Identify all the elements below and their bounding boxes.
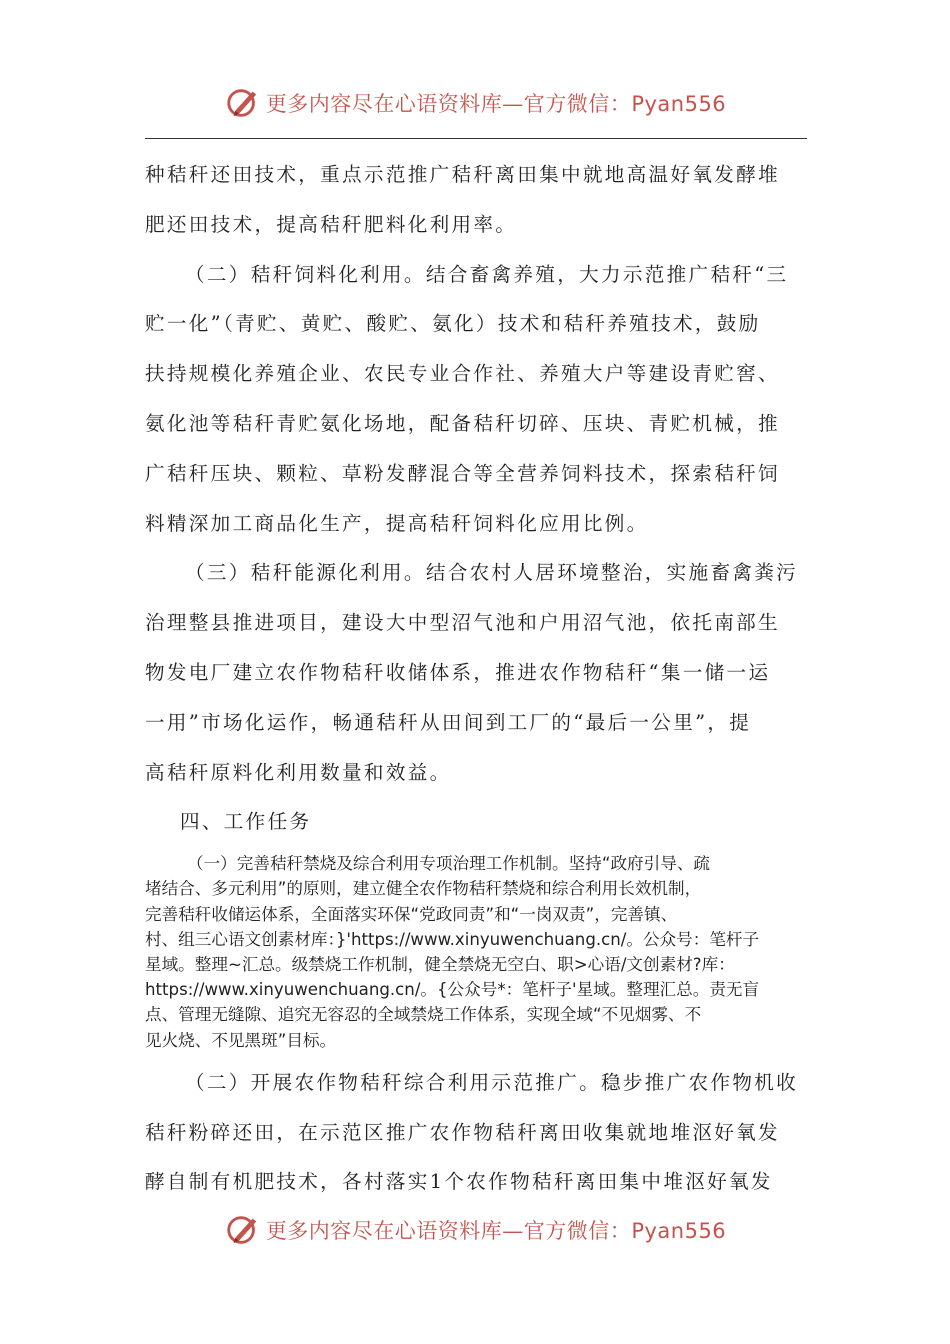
paragraph-2-line-1: （二）秸秆饲料化利用。结合畜禽养殖，大力示范推广秸秆“三 (185, 262, 789, 286)
paragraph-3-line-3: 物发电厂建立农作物秸秆收储体系，推进农作物秸秆“集一储一运 (145, 660, 771, 684)
wechat-id: Pyan556 (631, 1219, 727, 1243)
header-banner (0, 83, 950, 123)
paragraph-2-line-4: 氨化池等秸秆青贮氨化场地，配备秸秆切碎、压块、青贮机械，推 (145, 411, 780, 435)
dense-line-6: https://www.xinyuwenchuang.cn/。{公众号*：笔杆子'星域。整理汇总。责无盲 (145, 980, 760, 1000)
paragraph-2-line-2: 贮一化”（青贮、黄贮、酸贮、氨化）技术和秸秆养殖技术，鼓励 (145, 312, 761, 336)
document-body (145, 150, 810, 1207)
dense-line-4: 村、组三心语文创素材库：}'https://www.xinyuwenchuang.cn/。公众号：笔杆子 (145, 929, 760, 949)
paragraph-2-line-3: 扶持规模化养殖企业、农民专业合作社、养殖大户等建设青贮窖、 (145, 362, 780, 386)
section-heading: 四、工作任务 (180, 810, 312, 834)
banner-text: 更多内容尽在心语资料库—官方微信：Pyan556 (265, 1219, 727, 1243)
dense-line-1: （一）完善秸秆禁烧及综合利用专项治理工作机制。坚持“政府引导、疏 (187, 854, 711, 874)
header-divider (145, 138, 807, 139)
dense-line-5: 星域。整理~汇总。级禁烧工作机制，健全禁烧无空白、职>心语/文创素材?库： (145, 954, 735, 974)
paragraph-4-line-1: （二）开展农作物秸秆综合利用示范推广。稳步推广农作物机收 (185, 1070, 799, 1094)
paragraph-3-line-5: 高秸秆原料化利用数量和效益。 (145, 760, 452, 784)
paragraph-2-line-6: 料精深加工商品化生产，提高秸秆饲料化应用比例。 (145, 511, 649, 535)
dense-line-8: 见火烧、不见黑斑”目标。 (145, 1030, 337, 1050)
wechat-id: Pyan556 (631, 92, 727, 116)
paragraph-4-line-3: 酵自制有机肥技术，各村落实1个农作物秸秆离田集中堆沤好氧发 (145, 1170, 773, 1194)
pen-logo-icon (224, 84, 262, 122)
footer-banner (0, 1210, 950, 1250)
paragraph-3-line-4: 一用”市场化运作，畅通秸秆从田间到工厂的“最后一公里”，提 (145, 710, 752, 734)
dense-line-3: 完善秸秆收储运体系，全面落实环保“党政同责”和“一岗双责”，完善镇、 (145, 904, 678, 924)
paragraph-3-line-1: （三）秸秆能源化利用。结合农村人居环境整治，实施畜禽粪污 (185, 561, 799, 585)
dense-paragraph (145, 851, 810, 1053)
paragraph-1-line-2: 肥还田技术，提高秸秆肥料化利用率。 (145, 212, 518, 236)
paragraph-1-line-1: 种秸秆还田技术，重点示范推广秸秆离田集中就地高温好氧发酵堆 (145, 163, 780, 186)
paragraph-3-line-2: 治理整县推进项目，建设大中型沼气池和户用沼气池，依托南部生 (145, 611, 780, 635)
paragraph-4-line-2: 秸秆粉碎还田，在示范区推广农作物秸秆离田收集就地堆沤好氧发 (145, 1120, 780, 1144)
banner-text: 更多内容尽在心语资料库—官方微信：Pyan556 (265, 92, 727, 116)
dense-line-7: 点、管理无缝隙、追究无容忍的全域禁烧工作体系，实现全域“不见烟雾、不 (145, 1005, 702, 1025)
paragraph-2-line-5: 广秸秆压块、颗粒、草粉发酵混合等全营养饲料技术，探索秸秆饲 (145, 461, 780, 485)
dense-line-2: 堵结合、多元利用”的原则，建立健全农作物秸秆禁烧和综合利用长效机制， (145, 879, 702, 899)
pen-logo-icon (224, 1211, 262, 1249)
